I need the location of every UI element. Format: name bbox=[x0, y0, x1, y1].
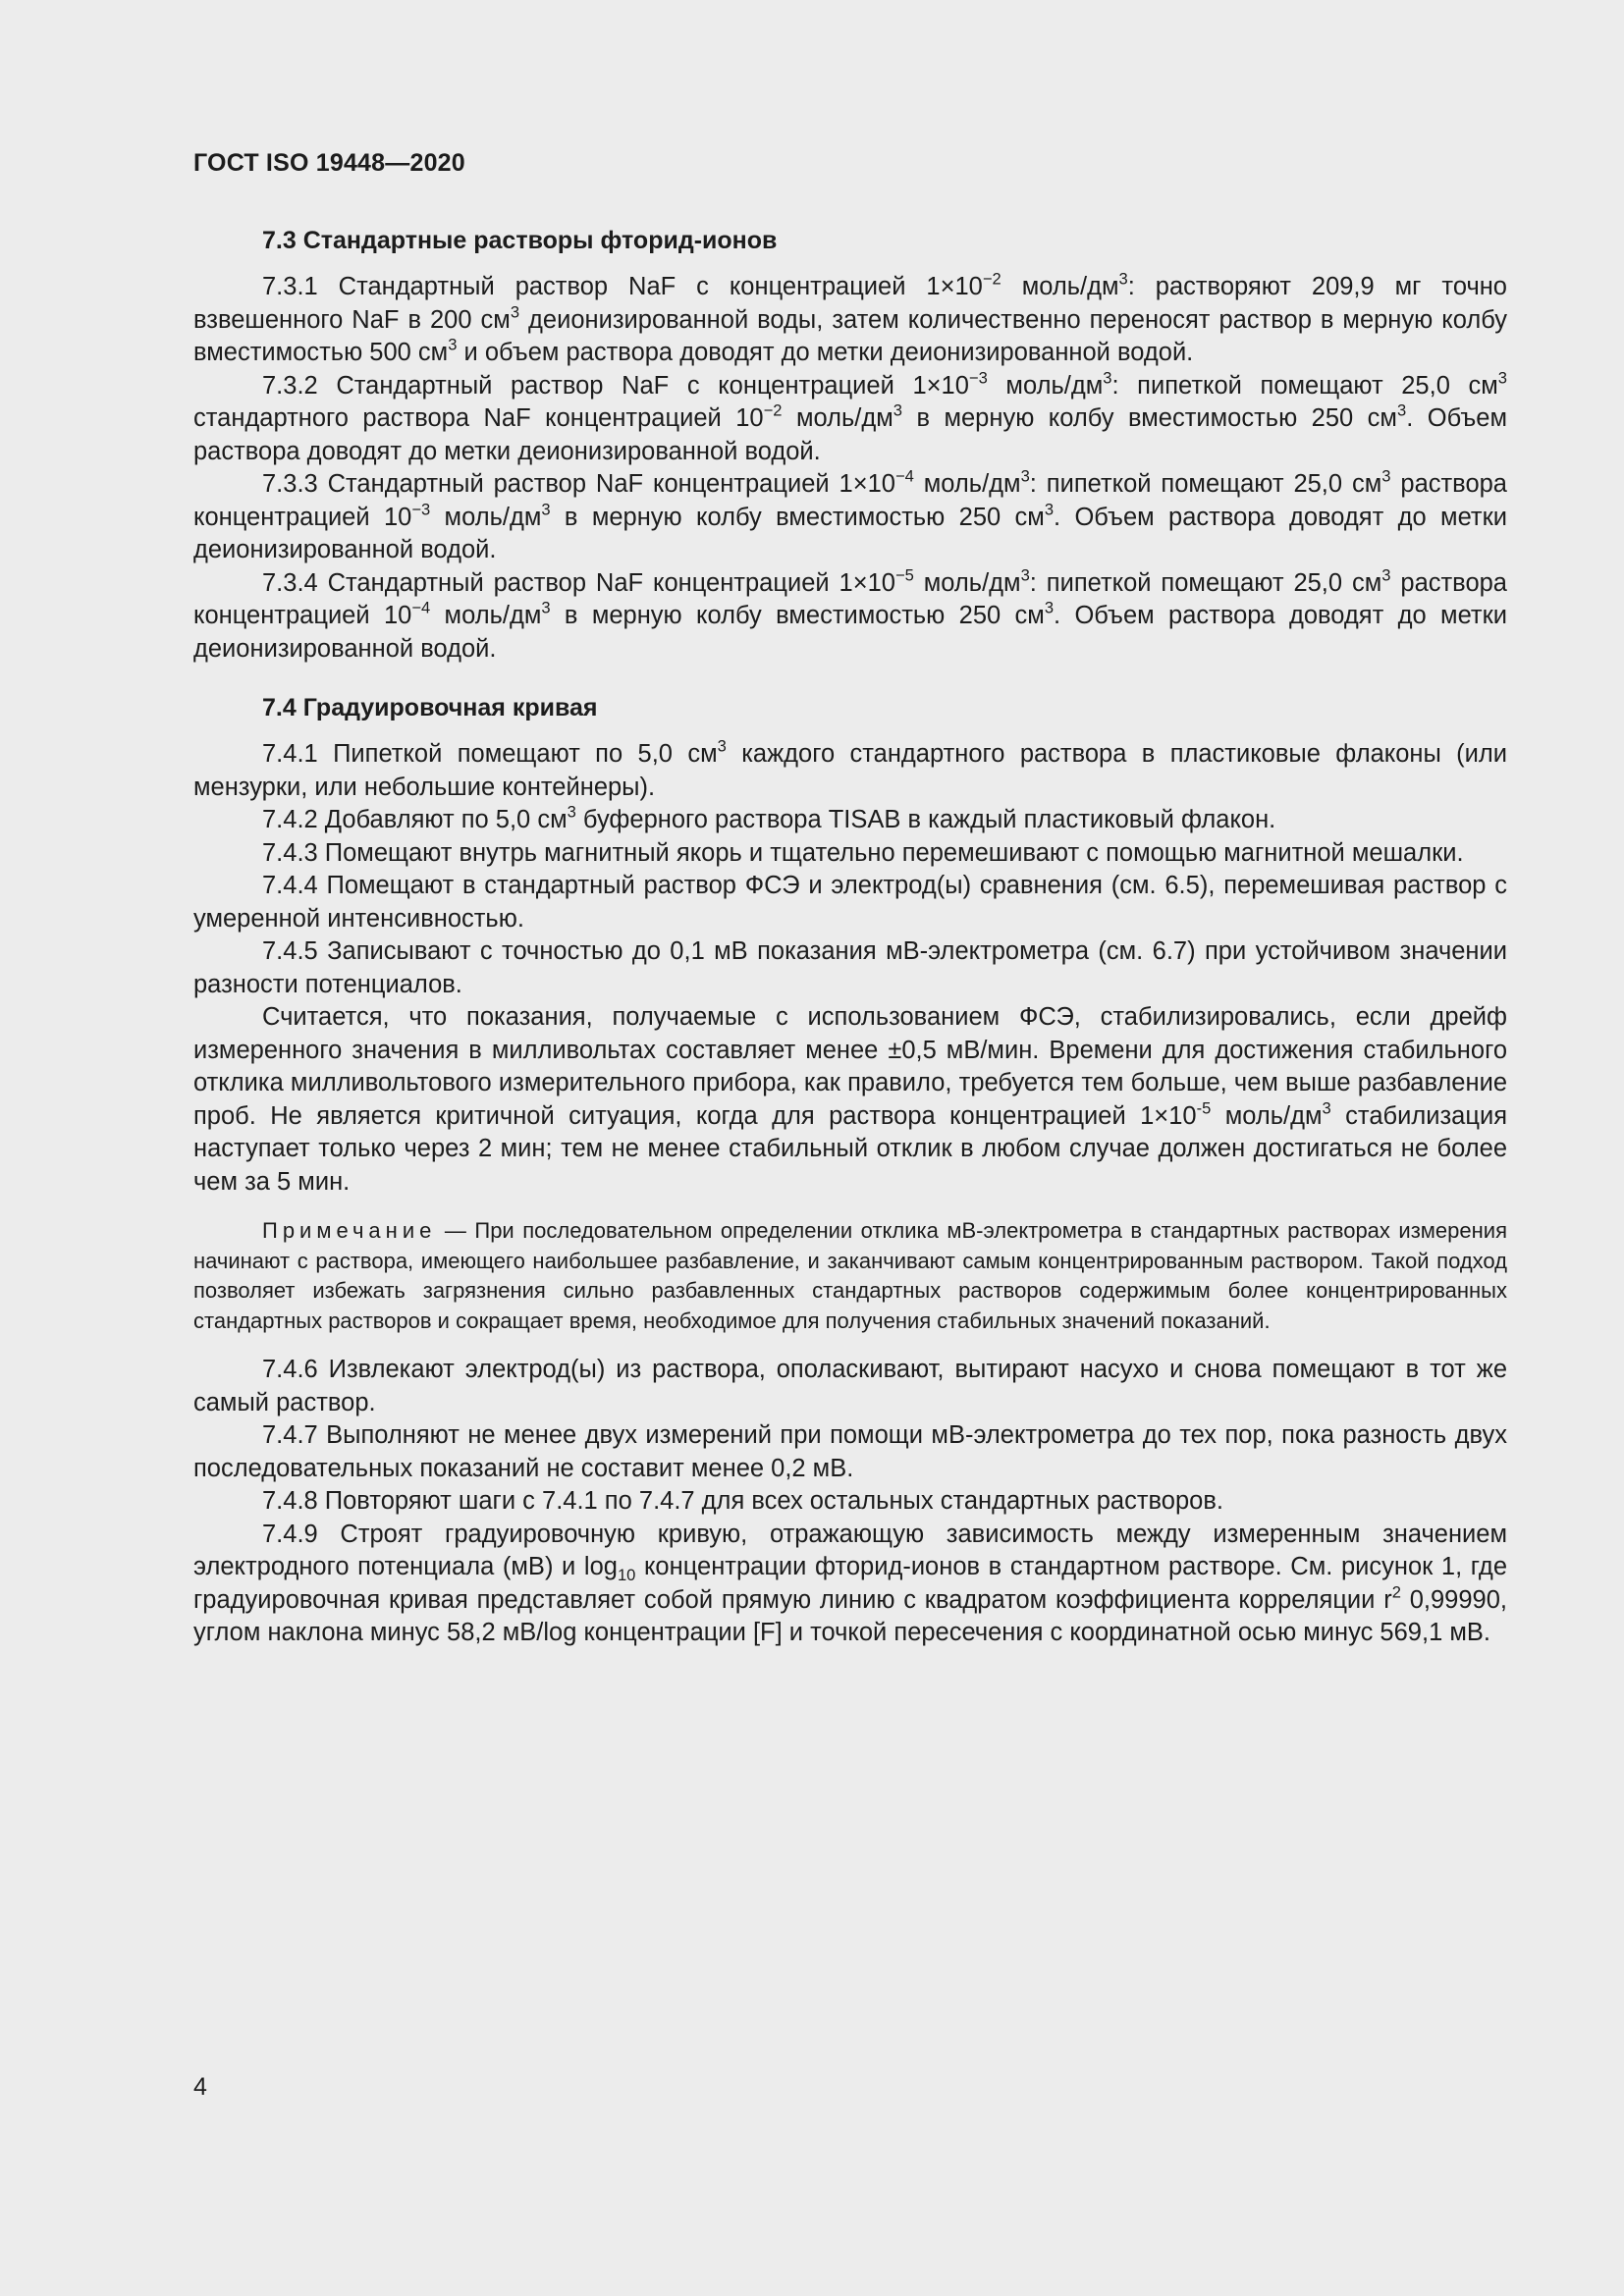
section-7-4-title: 7.4 Градуировочная кривая bbox=[262, 694, 598, 721]
paragraph-7-3-3: 7.3.3 Стандартный раствор NaF концентрацией $1\times 10^{-4}$ моль/$дм^3$: пипеткой помещают 25,0 $см^3$ раствора концентрацией $10^{-3}$ моль/$дм^3$ в мерную колбу вместимостью 250 $см^3$. Объем раствора доводят до метки деионизированной водой. bbox=[193, 466, 1507, 563]
page-number: 4 bbox=[193, 2073, 207, 2101]
paragraph-7-4-4: 7.4.4 Помещают в стандартный раствор ФСЭ и электрод(ы) сравнения (см. 6.5), перемешивая раствор с умеренной интенсивностью. bbox=[193, 872, 1507, 933]
document-code-header: ГОСТ ISO 19448—2020 bbox=[193, 149, 465, 177]
note-label: Примечание bbox=[262, 1218, 437, 1243]
paragraph-7-3-4: 7.3.4 Стандартный раствор NaF концентрацией $1\times 10^{-5}$ моль/$дм^3$: пипеткой помещают 25,0 $см^3$ раствора концентрацией $10^{-4}$ моль/$дм^3$ в мерную колбу вместимостью 250 $см^3$. Объем раствора доводят до метки деионизированной водой. bbox=[193, 565, 1507, 663]
document-body bbox=[193, 224, 1507, 1650]
paragraph-7-4-3: 7.4.3 Помещают внутрь магнитный якорь и тщательно перемешивают с помощью магнитной мешалки. bbox=[262, 838, 1464, 867]
note-paragraph bbox=[193, 1216, 1507, 1336]
section-7-3-title: 7.3 Стандартные растворы фторид-ионов bbox=[262, 227, 778, 254]
paragraph-7-4-8: 7.4.8 Повторяют шаги с 7.4.1 по 7.4.7 для всех остальных стандартных растворов. bbox=[262, 1487, 1223, 1515]
paragraph-7-3-1: 7.3.1 Стандартный раствор NaF с концентрацией $1\times 10^{-2}$ моль/$дм^3$: растворяют 209,9 мг точно взвешенного NaF в 200 $см^3$ деионизированной воды, затем количественно переносят раствор в мерную колбу вместимостью 500 $см^3$ и объем раствора доводят до метки деионизированной водой. bbox=[193, 269, 1507, 366]
note-text: — При последовательном определении отклика мВ-электрометра в стандартных растворах измерения начинают с раствора, имеющего наибольшее разбавление, и заканчивают самым концентрированным раствором. Такой подход позволяет избежать загрязнения сильно разбавленных стандартных растворов содержимым более концентрированных стандартных растворов и сокращает время, необходимое для получения стабильных значений показаний. bbox=[193, 1218, 1507, 1333]
paragraph-7-4-7: 7.4.7 Выполняют не менее двух измерений при помощи мВ-электрометра до тех пор, пока разность двух последовательных показаний не составит менее 0,2 мВ. bbox=[193, 1421, 1507, 1482]
paragraph-7-4-2: 7.4.2 Добавляют по 5,0 $см^3$ буферного раствора TISAB в каждый пластиковый флакон. bbox=[262, 802, 1276, 833]
paragraph-7-4-9: 7.4.9 Строят градуировочную кривую, отражающую зависимость между измеренным значением электродного потенциала (мВ) и $\log_{10}$ концентрации фторид-ионов в стандартном растворе. См. рисунок 1, где градуировочная кривая представляет собой прямую линию с квадратом коэффициента корреляции $r^2$ 0,99990, углом наклона минус 58,2 мВ/log концентрации [F] и точкой пересечения с координатной осью минус 569,1 мВ. bbox=[193, 1520, 1507, 1646]
paragraph-7-4-6: 7.4.6 Извлекают электрод(ы) из раствора, ополаскивают, вытирают насухо и снова помещают в тот же самый раствор. bbox=[193, 1356, 1507, 1416]
paragraph-7-4-5: 7.4.5 Записывают с точностью до 0,1 мВ показания мВ-электрометра (см. 6.7) при устойчивом значении разности потенциалов. bbox=[193, 937, 1507, 998]
paragraph-stabilization: Считается, что показания, получаемые с использованием ФСЭ, стабилизировались, если дрейф измеренного значения в милливольтах составляет менее ±0,5 мВ/мин. Времени для достижения стабильного отклика милливольтового измерительного прибора, как правило, требуется тем больше, чем выше разбавление проб. Не является критичной ситуация, когда для раствора концентрацией $1\times 10^{-5}$ моль/$дм^3$ стабилизация наступает только через 2 мин; тем не менее стабильный отклик в любом случае должен достигаться не более чем за 5 мин. bbox=[193, 1003, 1508, 1196]
paragraph-7-3-2: 7.3.2 Стандартный раствор NaF с концентрацией $1\times 10^{-3}$ моль/$дм^3$: пипеткой помещают 25,0 $см^3$ стандартного раствора NaF концентрацией $10^{-2}$ моль/$дм^3$ в мерную колбу вместимостью 250 $см^3$. Объем раствора доводят до метки деионизированной водой. bbox=[193, 368, 1507, 465]
paragraph-7-4-1: 7.4.1 Пипеткой помещают по 5,0 $см^3$ каждого стандартного раствора в пластиковые флаконы (или мензурки, или небольшие контейнеры). bbox=[193, 736, 1508, 801]
